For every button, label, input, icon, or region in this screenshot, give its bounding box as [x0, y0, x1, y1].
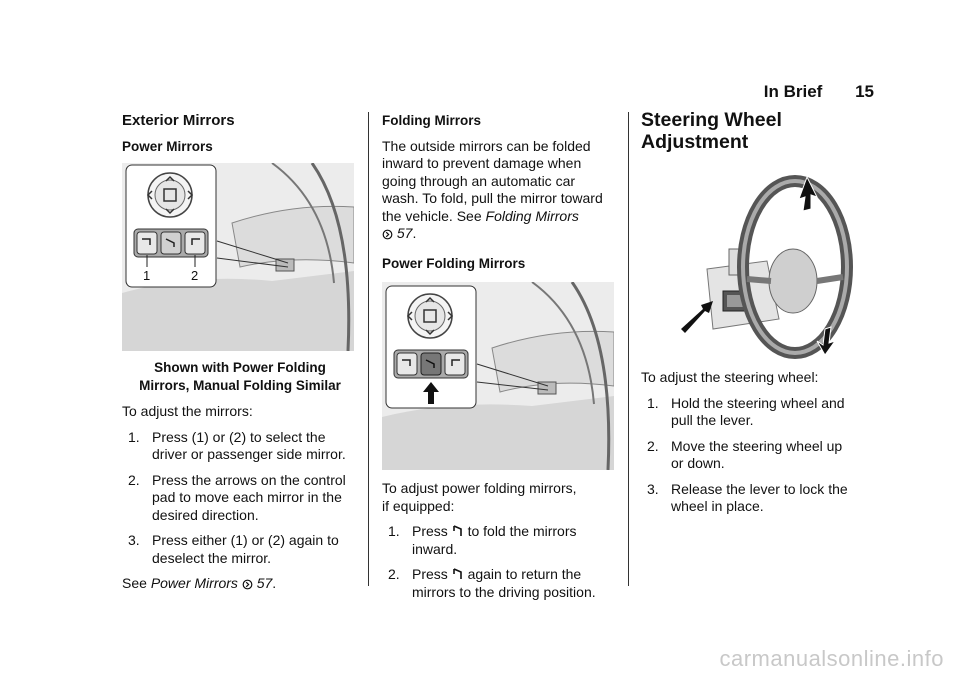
column-divider-2 — [628, 112, 629, 586]
see-reference: See Power Mirrors 57. — [122, 575, 277, 591]
list-item: 1. Hold the steering wheel and pull the lever. — [647, 394, 845, 428]
list-item: 2. Move the steering wheel up or down. — [647, 437, 843, 471]
watermark: carmanualsonline.info — [719, 646, 944, 671]
power-folding-controls-illustration — [382, 282, 614, 470]
folding-paragraph: The outside mirrors can be folded inward to prevent damage when going through an automatic car wash. To fold, pull the mirror toward the vehicle. See Folding Mirrors 57. — [382, 137, 603, 241]
page-header — [764, 82, 874, 102]
page-ref[interactable]: 57 — [396, 225, 413, 241]
page-ref[interactable]: 57 — [256, 575, 273, 591]
mirror-fold-icon — [452, 567, 464, 581]
list-item: 3. Release the lever to lock the wheel in place. — [647, 480, 848, 514]
mirror-fold-icon — [452, 524, 464, 538]
power-mirror-controls-illustration — [122, 163, 354, 351]
mirror-steps — [122, 429, 358, 568]
intro-text: To adjust the steering wheel: — [641, 369, 819, 385]
intro-text: To adjust the mirrors: — [122, 403, 253, 419]
fig-label-1: 1 — [143, 268, 151, 283]
subheading-folding-mirrors: Folding Mirrors — [382, 113, 481, 128]
section-title: In Brief — [763, 82, 823, 101]
subheading-power-folding-mirrors: Power Folding Mirrors — [382, 255, 526, 271]
list-item: 3. Press either (1) or (2) again to deselect the mirror. — [128, 532, 339, 566]
list-item: 2. Press again to return the mirrors to the driving position. — [388, 566, 596, 600]
fig-label-2: 2 — [191, 268, 199, 283]
subheading-power-mirrors: Power Mirrors — [122, 138, 213, 154]
column-exterior-mirrors — [122, 112, 358, 601]
column-folding-mirrors — [382, 112, 618, 609]
steering-steps — [641, 395, 877, 516]
list-item: 1. Press to fold the mirrors inward. — [388, 523, 577, 557]
column-steering-wheel — [641, 109, 877, 524]
figure-caption: Shown with Power Folding Mirrors, Manual Folding Similar — [139, 360, 341, 393]
link-folding-mirrors[interactable]: Folding Mirrors — [485, 207, 579, 224]
circle-arrow-icon — [242, 579, 253, 590]
list-item: 1. Press (1) or (2) to select the driver or passenger side mirror. — [128, 428, 346, 462]
heading-exterior-mirrors: Exterior Mirrors — [122, 112, 235, 129]
intro-text: To adjust power folding mirrors, if equipped: — [382, 480, 577, 514]
column-divider-1 — [368, 112, 369, 586]
folding-steps — [382, 523, 618, 601]
heading-steering-wheel-adjustment: Steering Wheel Adjustment — [641, 109, 782, 153]
circle-arrow-icon — [382, 229, 393, 240]
link-power-mirrors[interactable]: Power Mirrors — [150, 575, 238, 591]
page-number: 15 — [855, 82, 874, 101]
list-item: 2. Press the arrows on the control pad to move each mirror in the desired direction. — [128, 471, 346, 523]
steering-wheel-illustration — [667, 169, 867, 359]
